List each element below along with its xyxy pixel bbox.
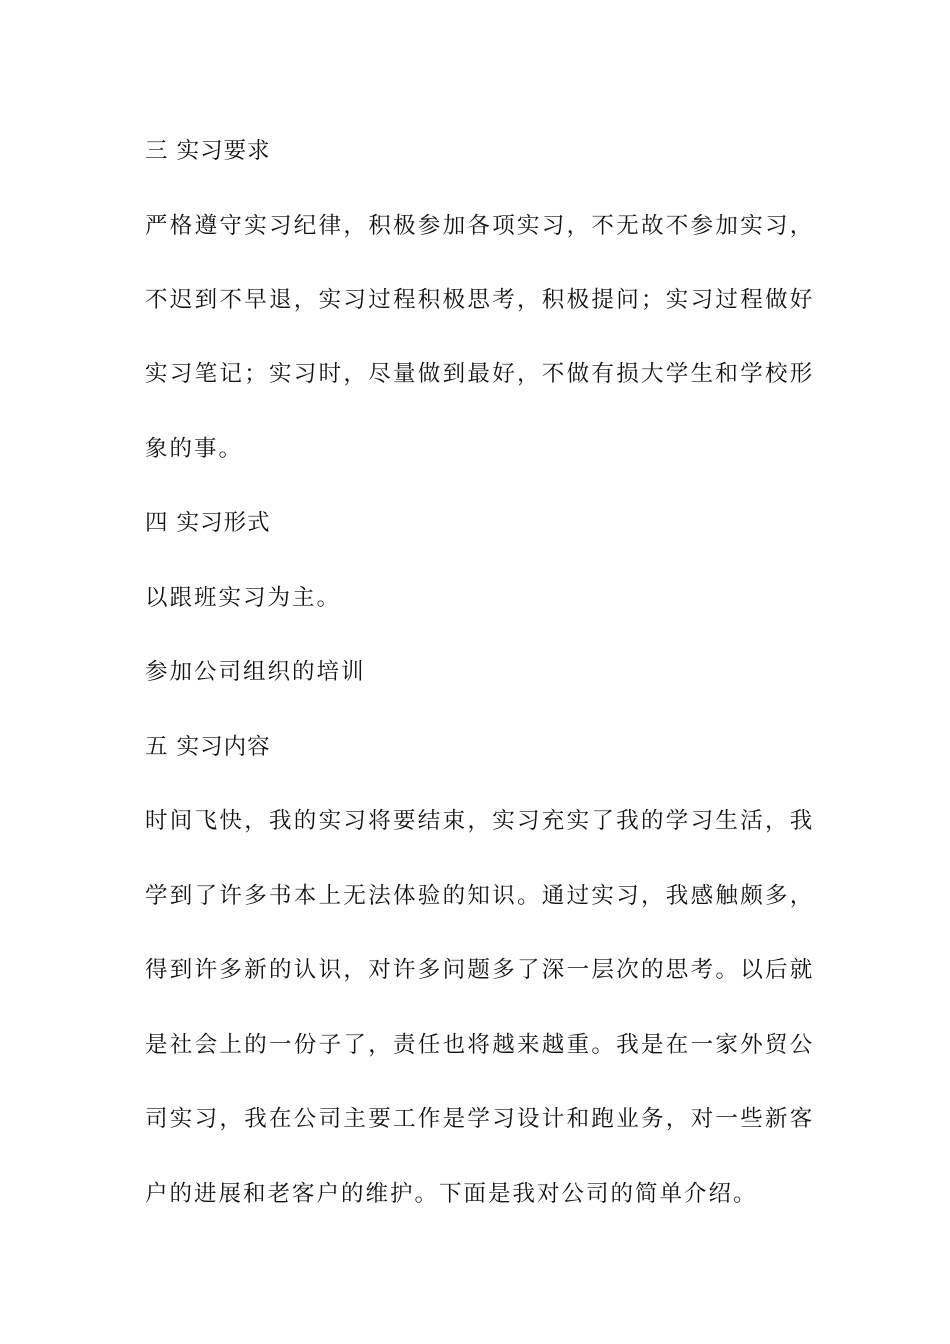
paragraph-line: 以跟班实习为主。 xyxy=(145,585,342,611)
section-heading-requirements: 三 实习要求 xyxy=(145,138,271,164)
paragraph-line: 学到了许多书本上无法体验的知识。通过实习，我感触颇多， xyxy=(145,883,815,909)
paragraph-line: 是社会上的一份子了，责任也将越来越重。我是在一家外贸公 xyxy=(145,1032,815,1058)
paragraph-line: 时间飞快，我的实习将要结束，实习充实了我的学习生活，我 xyxy=(145,808,815,834)
paragraph-line: 司实习，我在公司主要工作是学习设计和跑业务，对一些新客 xyxy=(145,1106,815,1132)
section-heading-form: 四 实习形式 xyxy=(145,510,271,536)
paragraph-line: 严格遵守实习纪律，积极参加各项实习，不无故不参加实习， xyxy=(145,213,815,239)
section-heading-content: 五 实习内容 xyxy=(145,734,271,760)
paragraph-line: 得到许多新的认识，对许多问题多了深一层次的思考。以后就 xyxy=(145,957,815,983)
paragraph-line: 户的进展和老客户的维护。下面是我对公司的简单介绍。 xyxy=(145,1181,758,1207)
paragraph-line: 参加公司组织的培训 xyxy=(145,659,366,685)
paragraph-line: 不迟到不早退，实习过程积极思考，积极提问；实习过程做好 xyxy=(145,287,815,313)
paragraph-line: 象的事。 xyxy=(145,436,244,462)
paragraph-line: 实习笔记；实习时，尽量做到最好，不做有损大学生和学校形 xyxy=(145,361,815,387)
